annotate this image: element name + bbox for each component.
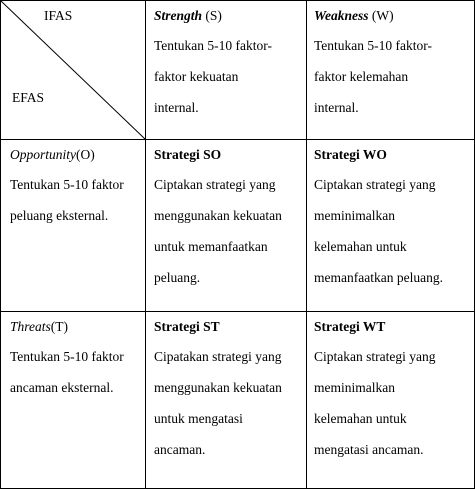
row-header-opportunity [10, 141, 124, 231]
header-strength [154, 2, 272, 123]
cell-strategi-wt [314, 313, 435, 465]
strategi-wo-line: memanfaatkan peluang. [314, 270, 443, 285]
strategi-st-line: Cipatakan strategi yang [154, 349, 282, 364]
strategi-st-line: untuk mengatasi [154, 411, 243, 426]
strategi-wo-title: Strategi WO [314, 147, 387, 162]
row-header-threats [10, 313, 124, 403]
header-weakness-desc-line: faktor kelemahan [314, 69, 409, 84]
cell-strategi-so [154, 141, 282, 293]
strategi-so-line: untuk memanfaatkan [154, 239, 268, 254]
row-header-opportunity-title: Opportunity(O) [10, 147, 95, 162]
header-weakness-desc-line: internal. [314, 100, 359, 115]
header-strength-desc-line: Tentukan 5-10 faktor- [154, 38, 272, 53]
row-header-opportunity-desc-line: Tentukan 5-10 faktor [10, 177, 124, 192]
header-strength-desc-line: faktor kekuatan [154, 69, 239, 84]
corner-efas-label: EFAS [12, 90, 45, 105]
strategi-wt-line: meminimalkan [314, 380, 395, 395]
strategi-wt-line: mengatasi ancaman. [314, 442, 424, 457]
header-weakness-desc-line: Tentukan 5-10 faktor- [314, 38, 432, 53]
strategi-wo-line: Ciptakan strategi yang [314, 177, 436, 192]
corner-ifas-label: IFAS [44, 8, 73, 23]
strategi-wo-line: kelemahan untuk [314, 239, 407, 254]
header-strength-title: Strength (S) [154, 8, 222, 23]
strategi-wt-title: Strategi WT [314, 319, 386, 334]
row-header-opportunity-desc-line: peluang eksternal. [10, 208, 109, 223]
cell-strategi-st [154, 313, 282, 465]
strategi-wo-line: meminimalkan [314, 208, 395, 223]
row-header-threats-desc-line: ancaman eksternal. [10, 380, 114, 395]
row-header-threats-desc-line: Tentukan 5-10 faktor [10, 349, 124, 364]
strategi-st-line: ancaman. [154, 442, 206, 457]
strategi-wt-line: kelemahan untuk [314, 411, 407, 426]
cell-strategi-wo [314, 141, 443, 293]
row-header-threats-title: Threats(T) [10, 319, 69, 334]
strategi-so-line: Ciptakan strategi yang [154, 177, 276, 192]
header-weakness [314, 2, 432, 123]
header-weakness-title: Weakness (W) [314, 8, 394, 23]
strategi-so-line: menggunakan kekuatan [154, 208, 282, 223]
corner-diagonal-line [0, 0, 146, 140]
strategi-st-title: Strategi ST [154, 319, 220, 334]
strategi-wt-line: Ciptakan strategi yang [314, 349, 436, 364]
strategi-so-title: Strategi SO [154, 147, 222, 162]
strategi-st-line: menggunakan kekuatan [154, 380, 282, 395]
column-divider-2 [306, 0, 307, 489]
header-strength-desc-line: internal. [154, 100, 199, 115]
strategi-so-line: peluang. [154, 270, 201, 285]
row-divider-2 [0, 311, 475, 312]
